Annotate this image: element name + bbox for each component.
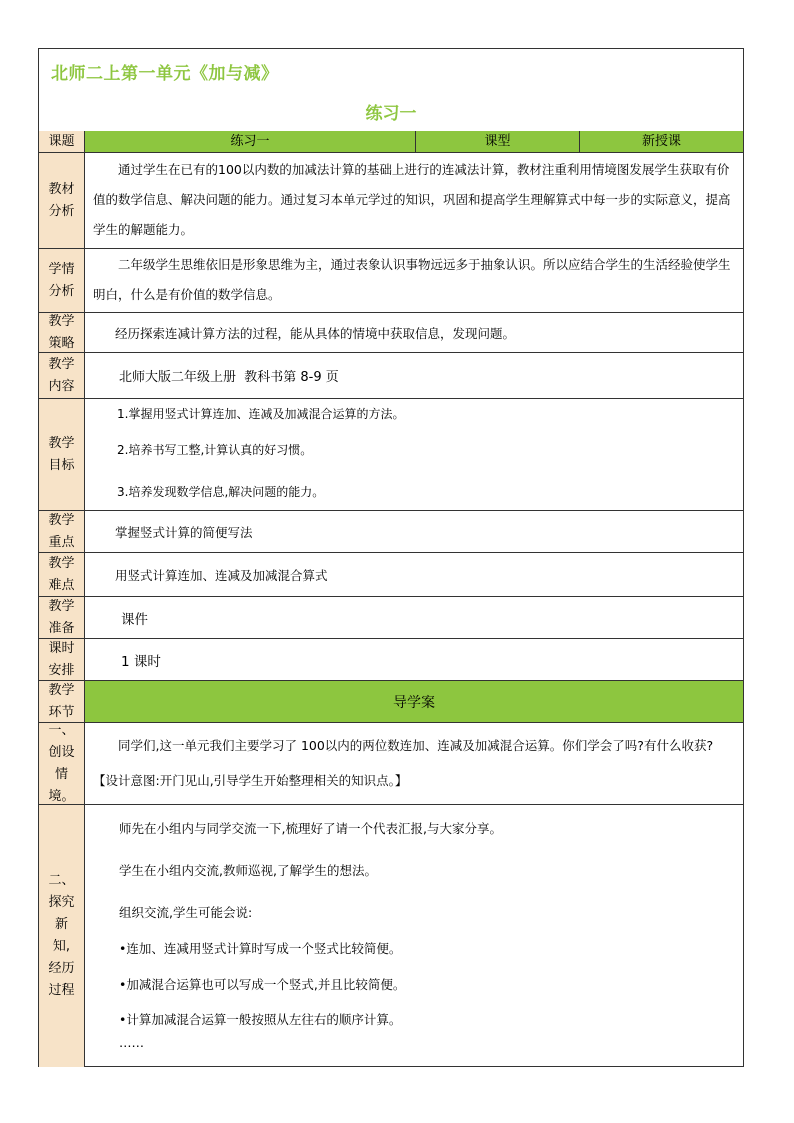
explore-line: 师先在小组内与同学交流一下,梳理好了请一个代表汇报,与大家分享。 [119, 821, 502, 836]
goals-label: 教学目标 [39, 399, 85, 510]
topic-cells [85, 131, 743, 152]
situation-label: 一、创设情境。 [39, 723, 85, 804]
explore-content [85, 805, 743, 1067]
goals-row [39, 399, 743, 511]
strategy-row [39, 313, 743, 353]
explore-label: 二、探究新知,经历过程 [39, 805, 85, 1067]
lesson-title: 练习一 [365, 104, 417, 124]
preparation-label: 教学准备 [39, 597, 85, 638]
topic-label: 课题 [39, 131, 85, 152]
explore-line: •加减混合运算也可以写成一个竖式,并且比较简便。 [119, 977, 406, 992]
difficulty-text: 用竖式计算连加、连减及加减混合算式 [115, 567, 328, 583]
content-row [39, 353, 743, 399]
document-title: 北师二上第一单元《加与减》 [51, 64, 279, 84]
schedule-row [39, 639, 743, 681]
schedule-label: 课时安排 [39, 639, 85, 680]
explore-line: •计算加减混合运算一般按照从左往右的顺序计算。 [119, 1012, 402, 1027]
goal-item: 1.掌握用竖式计算连加、连减及加减混合运算的方法。 [117, 407, 405, 421]
student-analysis-row [39, 249, 743, 313]
difficulty-label: 教学难点 [39, 553, 85, 596]
type-value: 新授课 [579, 131, 743, 152]
textbook-analysis-label: 教材分析 [39, 153, 85, 248]
explore-row [39, 805, 743, 1067]
schedule-text: 1 课时 [121, 653, 161, 670]
process-header-row [39, 681, 743, 723]
guide-title: 导学案 [85, 681, 743, 722]
document-header [39, 49, 743, 132]
explore-line: 组织交流,学生可能会说: [119, 905, 253, 920]
goal-item: 3.培养发现数学信息,解决问题的能力。 [117, 485, 325, 499]
student-analysis-label: 学情分析 [39, 249, 85, 312]
key-point-row [39, 511, 743, 553]
content-text: 北师大版二年级上册 教科书第 8-9 页 [119, 370, 339, 385]
explore-line: …… [119, 1035, 144, 1050]
process-header-label: 教学环节 [39, 681, 85, 722]
situation-row [39, 723, 743, 805]
textbook-analysis-text: 通过学生在已有的100以内数的加减法计算的基础上进行的连减法计算，教材注重利用情境图发展学生获取有价值的数学信息、解决问题的能力。通过复习本单元学过的知识，巩固和提高学生理解算式中每一步的实际意义，提高学生的解题能力。 [93, 162, 731, 237]
explore-line: •连加、连减用竖式计算时写成一个竖式比较简便。 [119, 941, 402, 956]
goal-item: 2.培养书写工整,计算认真的好习惯。 [117, 443, 313, 457]
key-point-label: 教学重点 [39, 511, 85, 552]
textbook-analysis-row [39, 153, 743, 249]
content-label: 教学内容 [39, 353, 85, 398]
lesson-plan-table [38, 48, 744, 1067]
goals-list [85, 399, 743, 510]
key-point-text: 掌握竖式计算的简便写法 [115, 524, 253, 540]
topic-value: 练习一 [230, 134, 270, 149]
strategy-label: 教学策略 [39, 313, 85, 352]
preparation-text: 课件 [121, 611, 148, 628]
preparation-row [39, 597, 743, 639]
topic-row [39, 131, 743, 153]
type-label: 课型 [415, 131, 579, 152]
situation-text: 同学们,这一单元我们主要学习了 100以内的两位数连加、连减及加减混合运算。你们学会了吗?有什么收获?【设计意图:开门见山,引导学生开始整理相关的知识点。】 [93, 738, 714, 788]
strategy-text: 经历探索连减计算方法的过程，能从具体的情境中获取信息，发现问题。 [115, 325, 516, 341]
student-analysis-text: 二年级学生思维依旧是形象思维为主，通过表象认识事物远远多于抽象认识。所以应结合学生的生活经验使学生明白，什么是有价值的数学信息。 [93, 257, 731, 302]
difficulty-row [39, 553, 743, 597]
explore-line: 学生在小组内交流,教师巡视,了解学生的想法。 [119, 863, 377, 878]
